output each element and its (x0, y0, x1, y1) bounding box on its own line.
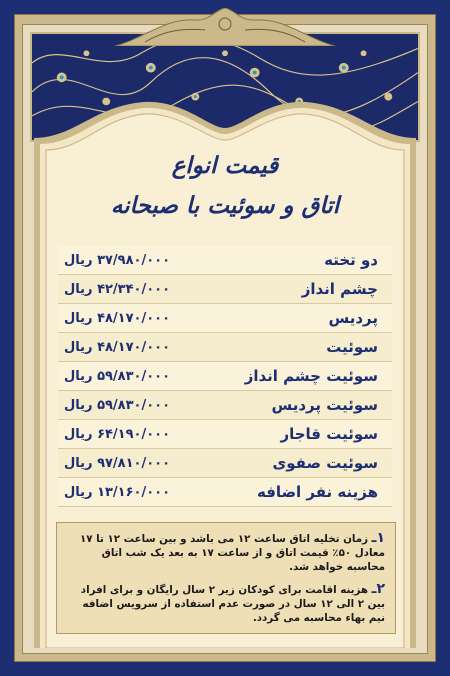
price-row (58, 246, 392, 275)
price-row (58, 362, 392, 391)
room-label: چشم انداز (301, 280, 378, 298)
note-item (67, 531, 385, 574)
room-price: ۴۲/۳۴۰/۰۰۰ ریال (64, 281, 171, 297)
note-text: زمان تخلیه اتاق ساعت ۱۲ می باشد و بین ساعت ۱۲ تا ۱۷ معادل ۵۰٪ قیمت اتاق و از ساعت ۱۷ به بعد یک شب اتاق محاسبه خواهد شد. (80, 533, 385, 573)
room-price: ۴۸/۱۷۰/۰۰۰ ریال (64, 339, 171, 355)
title-line-1: قیمت انواع (171, 152, 279, 179)
note-number: ۱ـ (371, 530, 385, 546)
note-number: ۲ـ (371, 581, 385, 597)
price-list (58, 246, 392, 507)
room-label: پردیس (328, 309, 378, 327)
price-row (58, 391, 392, 420)
room-price: ۴۸/۱۷۰/۰۰۰ ریال (64, 310, 171, 326)
note-text: هزینه اقامت برای کودکان زیر ۲ سال رایگان و برای افراد بین ۲ الی ۱۲ سال در صورت عدم استفاده از سرویس اضافه نیم بهاء محاسبه می گردد. (80, 584, 385, 624)
note-item (67, 582, 385, 625)
room-price: ۱۳/۱۶۰/۰۰۰ ریال (64, 484, 171, 500)
room-price: ۶۴/۱۹۰/۰۰۰ ریال (64, 426, 171, 442)
room-price: ۵۹/۸۳۰/۰۰۰ ریال (64, 397, 171, 413)
room-price: ۳۷/۹۸۰/۰۰۰ ریال (64, 252, 171, 268)
price-row (58, 304, 392, 333)
price-row (58, 478, 392, 507)
room-label: سوئیت چشم انداز (244, 367, 378, 385)
price-row (58, 420, 392, 449)
room-label: هزینه نفر اضافه (257, 483, 378, 501)
room-label: سوئیت قاجار (280, 425, 378, 443)
crown-ornament (115, 8, 335, 46)
price-row (58, 449, 392, 478)
price-row (58, 333, 392, 362)
room-label: سوئیت صفوی (272, 454, 378, 472)
room-label: سوئیت پردیس (271, 396, 378, 414)
notes-box (56, 522, 396, 634)
room-price: ۹۷/۸۱۰/۰۰۰ ریال (64, 455, 171, 471)
price-row (58, 275, 392, 304)
room-label: دو تخته (324, 251, 378, 269)
title-line-2: اتاق و سوئیت با صبحانه (110, 192, 340, 219)
room-label: سوئیت (326, 338, 378, 356)
room-price: ۵۹/۸۳۰/۰۰۰ ریال (64, 368, 171, 384)
